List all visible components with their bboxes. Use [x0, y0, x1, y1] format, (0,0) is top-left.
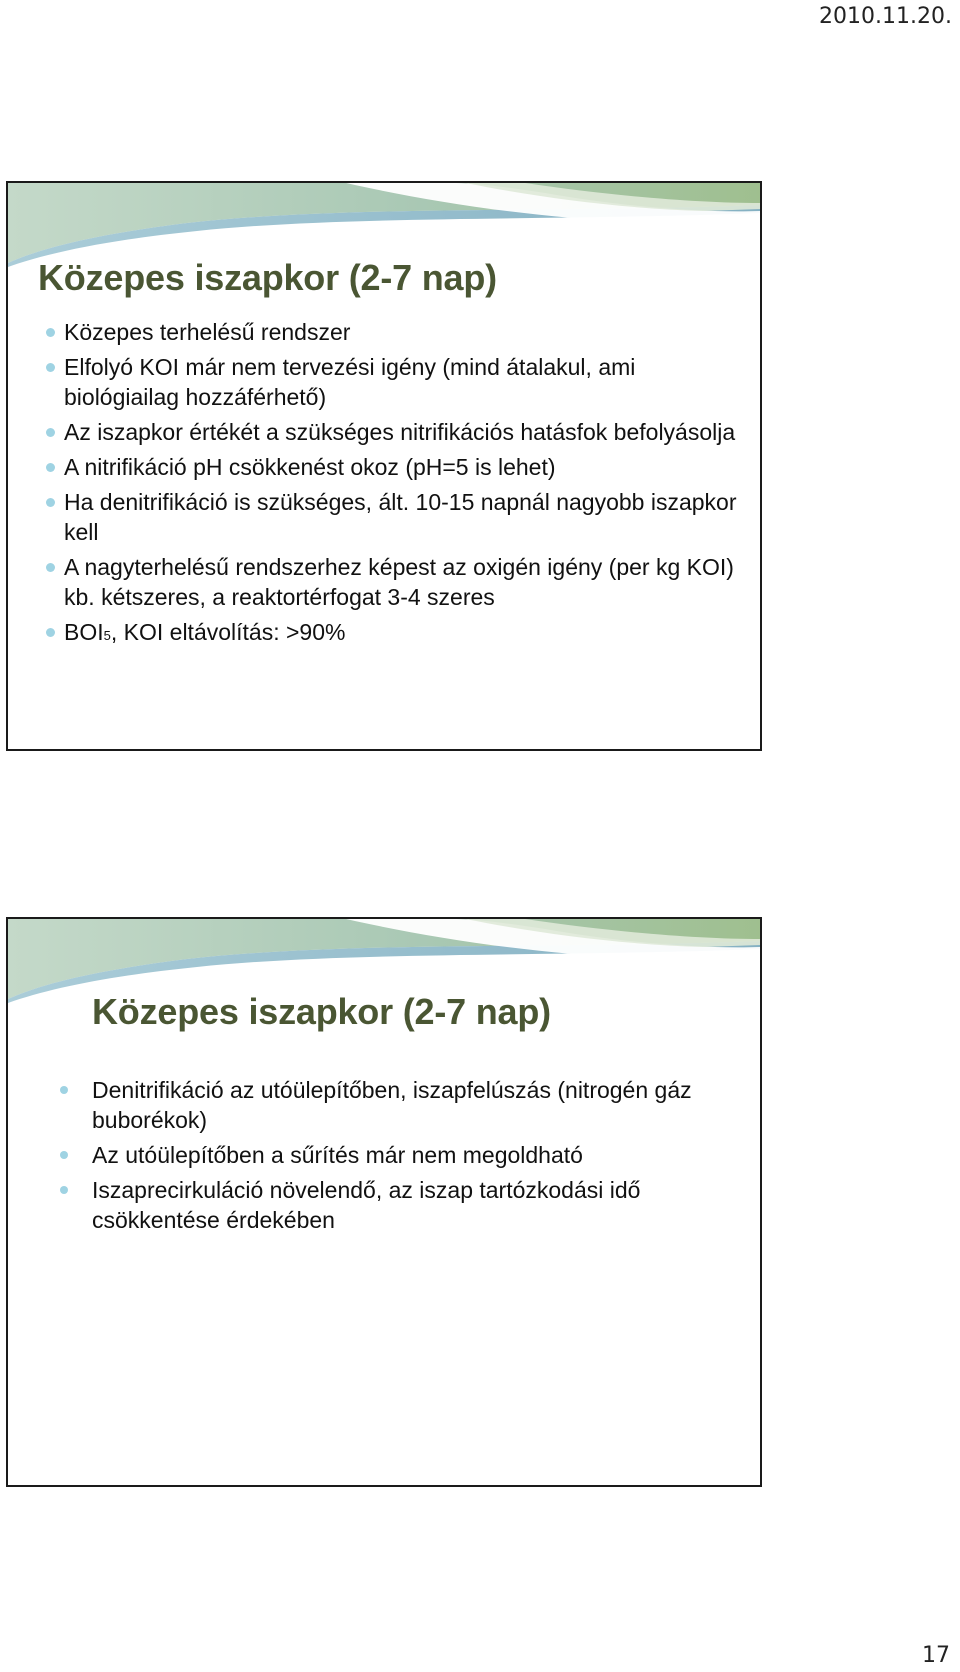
- bullet-icon: [60, 1086, 68, 1094]
- bullet-text: Elfolyó KOI már nem tervezési igény (mind átalakul, ami biológiailag hozzáférhető): [64, 354, 636, 410]
- bullet-icon: [46, 428, 55, 437]
- bullet-text: Iszaprecirkuláció növelendő, az iszap tartózkodási idő csökkentése érdekében: [92, 1177, 641, 1233]
- list-item: [64, 417, 744, 447]
- list-item: [64, 617, 744, 651]
- bullet-icon: [46, 628, 55, 637]
- list-item: [92, 1140, 742, 1170]
- bullet-icon: [46, 563, 55, 572]
- bullet-icon: [46, 498, 55, 507]
- bullet-text: Az iszapkor értékét a szükséges nitrifikációs hatásfok befolyásolja: [64, 419, 736, 445]
- bullet-text-suffix: , KOI eltávolítás: >90%: [110, 619, 346, 645]
- page-date: 2010.11.20.: [819, 4, 952, 29]
- bullet-text: Az utóülepítőben a sűrítés már nem megoldható: [92, 1142, 583, 1168]
- bullet-text: Denitrifikáció az utóülepítőben, iszapfelúszás (nitrogén gáz buborékok): [92, 1077, 692, 1133]
- bullet-list: [64, 317, 744, 656]
- list-item: [64, 352, 744, 412]
- bullet-icon: [60, 1151, 68, 1159]
- slide-1: [6, 181, 762, 751]
- bullet-subscript: 5: [103, 628, 111, 643]
- bullet-text: Ha denitrifikáció is szükséges, ált. 10-15 napnál nagyobb iszapkor kell: [64, 489, 737, 545]
- list-item: [64, 552, 744, 612]
- bullet-icon: [46, 363, 55, 372]
- slide-2: [6, 917, 762, 1487]
- slide-title: Közepes iszapkor (2-7 nap): [38, 257, 497, 298]
- bullet-list: [92, 1075, 742, 1240]
- bullet-icon: [46, 328, 55, 337]
- list-item: [92, 1175, 742, 1235]
- bullet-icon: [46, 463, 55, 472]
- list-item: [92, 1075, 742, 1135]
- bullet-text: Közepes terhelésű rendszer: [64, 319, 351, 345]
- bullet-text-prefix: BOI: [64, 619, 104, 645]
- slide-title: Közepes iszapkor (2-7 nap): [92, 991, 551, 1032]
- list-item: [64, 452, 744, 482]
- page-number: 17: [922, 1643, 950, 1668]
- list-item: [64, 487, 744, 547]
- list-item: [64, 317, 744, 347]
- bullet-icon: [60, 1186, 68, 1194]
- bullet-text: A nagyterhelésű rendszerhez képest az oxigén igény (per kg KOI) kb. kétszeres, a reaktortérfogat 3-4 szeres: [64, 554, 734, 610]
- bullet-text: A nitrifikáció pH csökkenést okoz (pH=5 is lehet): [64, 454, 556, 480]
